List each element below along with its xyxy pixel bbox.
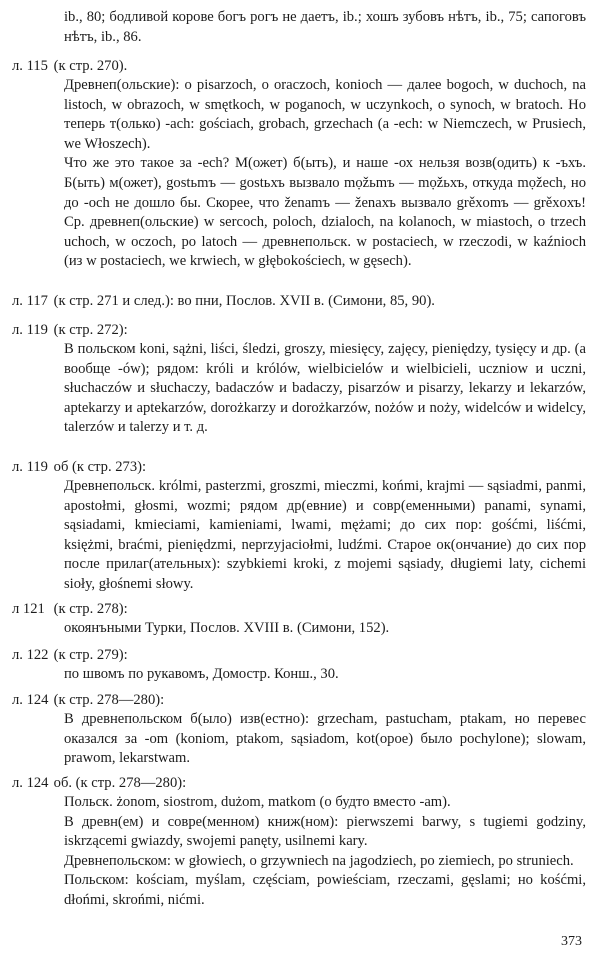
page-ref: (к стр. 278—280): bbox=[53, 692, 165, 708]
entry-paragraph: В древн(ем) и совре(менном) книж(ном): pierwszemi barwy, s tugiemi godziny, iskrzącemi gwiazdy, swojemi panęty, usilnemi kary. bbox=[64, 813, 586, 850]
entry-paragraph: Древнеп(ольские): o pisarzoch, o oraczoch, konioch — далее bogoch, w duchoch, na listoch, w obrazoch, w smętkoch, w poganoch, w uczynkoch, o synoch, w bratoch. Но теперь т(олько) -ach: gościach, grobach, grzechach (а -ech: w Niemczech, w Prusiech, we Włoszech). bbox=[64, 77, 586, 152]
entry-body bbox=[64, 793, 586, 911]
page-ref: (к стр. 271 и след.): во пни, Послов. XVII в. (Симони, 85, 90). bbox=[53, 293, 435, 309]
entry-reference bbox=[12, 320, 586, 340]
entry-l117 bbox=[12, 291, 586, 311]
entry-body bbox=[64, 619, 586, 639]
leaf-mark: л. 124 bbox=[12, 692, 49, 708]
page-ref: об. (к стр. 278—280): bbox=[53, 775, 187, 791]
entry-l121 bbox=[12, 599, 586, 639]
page-ref: об (к стр. 273): bbox=[53, 459, 147, 475]
entry-reference bbox=[12, 690, 586, 710]
entry-paragraph: Древнепольск. królmi, pasterzmi, groszmi, mieczmi, końmi, krajmi — sąsiadmi, panmi, apostołmi, głosmi, wozmi; рядом др(евние) и совр(еменными) panami, synami, sąsiadami, kmieciami, kamieniami, lwami, mężami; до сих пор: gośćmi, liśćmi, księżmi, braćmi, pieniędzmi, neprzyjaciołmi, ludźmi. Старое ок(ончание) до сих пор после прилаг(ательных): szybkiemi kroki, z mojemi sąsiady, długiemi laty, cichemi sioły, głośnemi słowy. bbox=[64, 478, 586, 592]
page-number: 373 bbox=[561, 934, 582, 949]
entry-paragraph: Что же это такое за -ech? М(ожет) б(ыть), и наше -ох нельзя возв(одить) к -ъхъ. Б(ыть) м(ожет), gostьmъ — gostьхъ вызвало mọžьmъ — mọžьхъ, откуда mọžech, но до -och не дошло бы. Скорее, что ženamъ — ženaхъ вызвало grěхomъ — grěхoхъ! Ср. древнеп(ольские) w sercoch, poloch, dzialoch, na kolanoch, w miastoch, o trzech uchoch, w oczoch, po latoch — древнепольск. w postaciech, w rzeczodi, w kaźnioch (из w postaciech, we krwiech, w głębokościech, w gęsech). bbox=[64, 155, 586, 270]
entry-l119 bbox=[12, 320, 586, 438]
entry-reference bbox=[12, 599, 586, 619]
entry-l119-ob bbox=[12, 457, 586, 595]
entry-paragraph: Польском: kościam, myślam, częściam, powieściam, rzeczami, gęslami; но kośćmi, dłońmi, skrońmi, nićmi. bbox=[64, 872, 586, 908]
entry-paragraph: Польск. żonom, siostrom, dużom, matkom (о будто вместо -am). bbox=[64, 794, 451, 810]
entry-l115 bbox=[12, 56, 586, 272]
page-ref: (к стр. 278): bbox=[53, 601, 128, 617]
page-ref: (к стр. 270). bbox=[53, 58, 128, 74]
entry-reference bbox=[12, 56, 586, 76]
entry-body bbox=[64, 665, 586, 685]
leaf-mark: л 121 bbox=[12, 601, 45, 617]
page-ref: (к стр. 279): bbox=[53, 647, 128, 663]
entry-l124 bbox=[12, 690, 586, 769]
entry-paragraph: В польском koni, sążni, liści, śledzi, groszy, miesięcy, zajęcy, pieniędzy, tysięcy и др. (а вообще -ów); рядом: króli и królów, wielbicielów и wielbicieli, uczniow и uczni, słuchaczów и słuchaczy, badaczów и badaczy, pisarzów и pisarzy, lekarzy и lekarzów, aptekarzy и aptekarzów, dorożkarzy и dorożkarzów, nożów и noży, widelców и widelcy, talerzów и talerzy и т. д. bbox=[64, 341, 586, 436]
entry-paragraph: Древнепольском: w głowiech, o grzywniech na jagodziech, po ziemiech, po struniech. bbox=[64, 852, 574, 869]
continuation-text: ib., 80; бодливой корове богъ рогъ не даетъ, ib.; хошъ зубовъ нѣтъ, ib., 75; сапоговъ нѣтъ, ib., 86. bbox=[64, 9, 586, 45]
entry-body bbox=[64, 710, 586, 769]
leaf-mark: л. 119 bbox=[12, 322, 48, 338]
leaf-mark: л. 122 bbox=[12, 647, 49, 663]
entry-reference bbox=[12, 645, 586, 665]
entry-paragraph: по швомъ по рукавомъ, Домостр. Конш., 30. bbox=[64, 666, 339, 682]
entry-body bbox=[64, 477, 586, 595]
entry-l122 bbox=[12, 645, 586, 685]
page-ref: (к стр. 272): bbox=[53, 322, 128, 338]
entry-reference bbox=[12, 291, 586, 311]
leaf-mark: л. 124 bbox=[12, 775, 49, 791]
entry-paragraph: окоянъными Турки, Послов. XVIII в. (Симони, 152). bbox=[64, 620, 390, 636]
leaf-mark: л. 119 bbox=[12, 459, 48, 475]
entry-reference bbox=[12, 457, 586, 477]
entry-l124-ob bbox=[12, 773, 586, 911]
leaf-mark: л. 115 bbox=[12, 58, 48, 74]
entry-paragraph: В древнепольском б(ыло) изв(естно): grzecham, pastucham, ptakam, но перевес оказался за -om (koniom, ptakom, sąsiadom, kot(opoe) было pochylone); slowam, prawom, lekarstwam. bbox=[64, 711, 586, 767]
leaf-mark: л. 117 bbox=[12, 293, 48, 309]
entry-reference bbox=[12, 773, 586, 793]
entry-body bbox=[64, 340, 586, 438]
entry-body bbox=[64, 76, 586, 272]
